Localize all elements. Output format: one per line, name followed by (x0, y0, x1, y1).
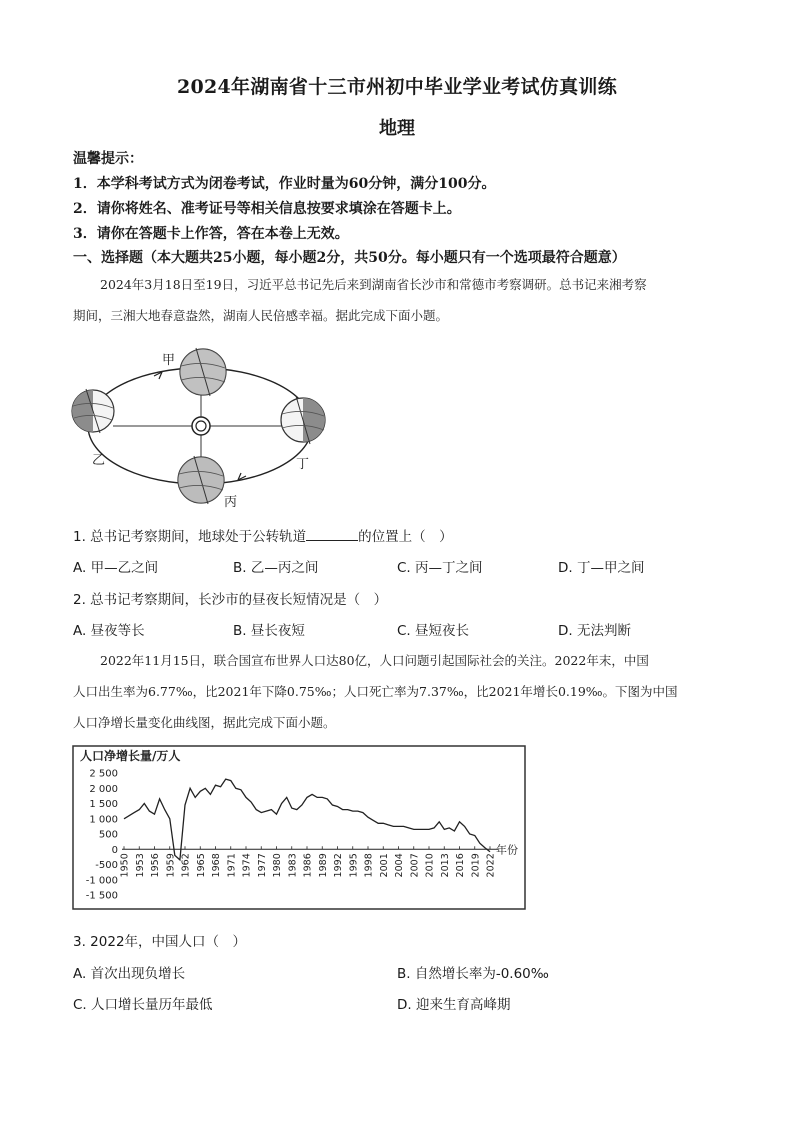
notice-item-3: 3．请你在答题卡上作答，答在本卷上无效。 (73, 226, 349, 242)
q2-option-b[interactable]: B. 昼长夜短 (233, 623, 305, 639)
y-tick-label: 2 000 (89, 783, 118, 795)
q3-option-c[interactable]: C. 人口增长量历年最低 (73, 997, 213, 1013)
q3-stem: 3. 2022年，中国人口（ ） (73, 934, 247, 950)
x-tick-label: 2016 (455, 853, 466, 878)
x-tick-label: 1998 (363, 853, 375, 878)
x-tick-label: 1950 (119, 853, 131, 878)
x-tick-label: 1974 (241, 853, 253, 878)
x-tick-label: 1956 (150, 853, 161, 878)
label-yi: 乙 (92, 453, 106, 468)
q1-option-c[interactable]: C. 丙—丁之间 (397, 560, 483, 576)
x-tick-label: 1962 (180, 853, 192, 878)
y-tick-label: -500 (95, 860, 118, 871)
x-axis-label: 年份 (496, 843, 518, 857)
q3-option-b[interactable]: B. 自然增长率为-0.60‰ (397, 966, 549, 982)
earth-jia-icon (180, 348, 226, 396)
notice-item-1: 1．本学科考试方式为闭卷考试，作业时量为60分钟，满分100分。 (73, 176, 496, 192)
y-tick-label: -1 500 (85, 890, 118, 902)
q1-blank (306, 528, 358, 541)
q1-option-a[interactable]: A. 甲—乙之间 (73, 560, 159, 576)
chart-title: 人口净增长量/万人 (80, 749, 181, 763)
x-tick-label: 2001 (378, 853, 390, 878)
x-tick-label: 1959 (165, 853, 177, 878)
x-tick-label: 1965 (195, 853, 207, 878)
population-growth-chart (72, 745, 526, 910)
y-tick-label: 0 (111, 844, 118, 856)
x-tick-label: 1992 (333, 853, 344, 878)
material2-line3: 人口净增长量变化曲线图，据此完成下面小题。 (73, 715, 336, 730)
sun-icon (192, 417, 210, 435)
q2-stem: 2. 总书记考察期间，长沙市的昼夜长短情况是（ ） (73, 592, 388, 608)
x-tick-label: 2004 (394, 853, 405, 878)
earth-bing-icon (178, 456, 224, 504)
label-jia: 甲 (162, 353, 176, 368)
y-tick-label: 1 500 (89, 799, 118, 810)
q1-stem (73, 525, 453, 545)
page-title: 2024年湖南省十三市州初中毕业学业考试仿真训练 (176, 76, 618, 98)
q1-stem-after: 的位置上（ ） (358, 529, 453, 545)
label-bing: 丙 (224, 495, 238, 510)
y-tick-label: 500 (98, 829, 118, 841)
earth-yi-icon (72, 389, 114, 433)
x-tick-label: 1977 (256, 853, 268, 878)
notice-item-2: 2．请你将姓名、准考证号等相关信息按要求填涂在答题卡上。 (73, 201, 461, 217)
q1-option-b[interactable]: B. 乙—丙之间 (233, 560, 319, 576)
subject-title: 地理 (379, 118, 415, 139)
q3-option-d[interactable]: D. 迎来生育高峰期 (397, 997, 511, 1013)
y-tick-label: 1 000 (89, 814, 118, 826)
q3-option-a[interactable]: A. 首次出现负增长 (73, 966, 186, 982)
x-tick-label: 2010 (424, 853, 436, 878)
q2-option-a[interactable]: A. 昼夜等长 (73, 623, 145, 639)
material2-line2: 人口出生率为6.77‰，比2021年下降0.75‰；人口死亡率为7.37‰，比2021年增长0.19‰。下图为中国 (73, 684, 678, 699)
label-ding: 丁 (296, 457, 310, 472)
x-tick-label: 1995 (348, 853, 360, 878)
q1-stem-before: 1. 总书记考察期间，地球处于公转轨道 (73, 529, 307, 545)
earth-orbit-figure (68, 338, 338, 510)
x-tick-label: 1989 (317, 853, 329, 878)
material1-line2: 期间，三湘大地春意盎然，湖南人民倍感幸福。据此完成下面小题。 (73, 308, 449, 323)
q2-option-c[interactable]: C. 昼短夜长 (397, 623, 470, 639)
q1-option-d[interactable]: D. 丁—甲之间 (558, 560, 645, 576)
x-tick-label: 2007 (409, 853, 421, 878)
earth-ding-icon (281, 396, 325, 444)
x-tick-label: 1980 (272, 853, 283, 878)
x-tick-label: 1971 (226, 853, 238, 878)
x-tick-label: 1986 (302, 853, 314, 878)
section-heading: 一、选择题（本大题共25小题，每小题2分，共50分。每小题只有一个选项最符合题意） (73, 250, 626, 266)
y-tick-label: 2 500 (89, 768, 118, 780)
material1-line1: 2024年3月18日至19日，习近平总书记先后来到湖南省长沙市和常德市考察调研。总书记来湘考察 (100, 277, 647, 292)
y-tick-label: -1 000 (85, 875, 118, 887)
q2-option-d[interactable]: D. 无法判断 (558, 623, 631, 639)
x-tick-label: 1953 (134, 853, 146, 878)
x-tick-label: 2013 (439, 853, 451, 878)
notice-heading: 温馨提示： (73, 151, 143, 167)
x-tick-label: 1968 (211, 853, 222, 878)
chart-frame (73, 746, 525, 909)
x-tick-label: 2019 (470, 853, 482, 878)
x-tick-label: 2022 (485, 853, 497, 878)
x-tick-label: 1983 (287, 853, 299, 878)
material2-line1: 2022年11月15日，联合国宣布世界人口达80亿，人口问题引起国际社会的关注。2022年末，中国 (100, 653, 649, 668)
